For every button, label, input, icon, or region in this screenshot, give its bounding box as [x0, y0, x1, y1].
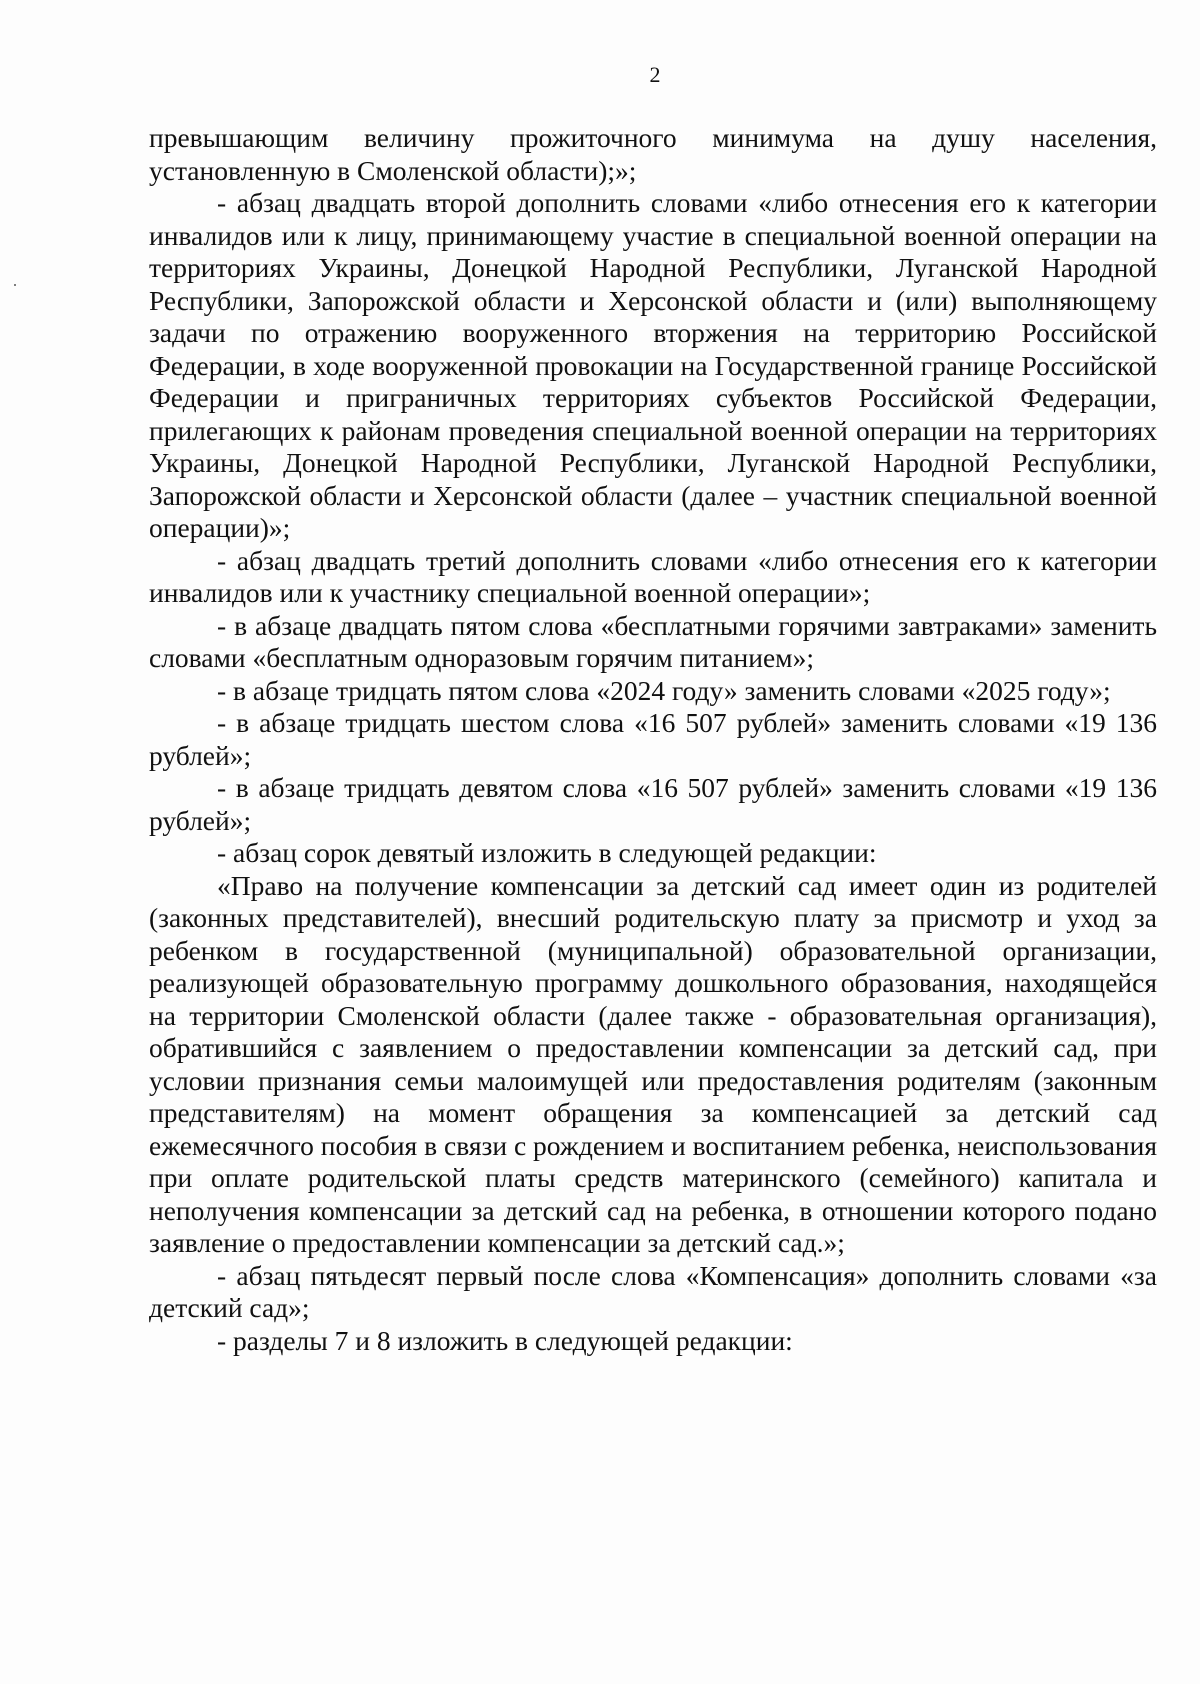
- page-number: 2: [649, 62, 661, 87]
- paragraph-quoted-text: «Право на получение компенсации за детский сад имеет один из родителей (законных представителей), внесший родительскую плату за присмотр и уход за ребенком в государственной (муниципальной) образовательной организации, реализующей образовательную программу дошкольного образования, находящейся на территории Смоленской области (далее также - образовательная организация), обратившийся с заявлением о предоставлении компенсации за детский сад, при условии признания семьи малоимущей или предоставления родителям (законным представителям) на момент обращения за компенсацией за детский сад ежемесячного пособия в связи с рождением и воспитанием ребенка, неиспользования при оплате родительской платы средств материнского (семейного) капитала и неполучения компенсации за детский сад на ребенка, в отношении которого подано заявление о предоставлении компенсации за детский сад.»;: [149, 869, 1157, 1258]
- paragraph-continuation: превышающим величину прожиточного минимума на душу населения, установленную в Смоленской области);»;: [149, 122, 1157, 186]
- paragraph-amendment-36: - в абзаце тридцать шестом слова «16 507 рублей» заменить словами «19 136 рублей»;: [149, 707, 1157, 771]
- scan-speck: [14, 284, 16, 286]
- paragraph-amendment-25: - в абзаце двадцать пятом слова «бесплатными горячими завтраками» заменить словами «бесплатным одноразовым горячим питанием»;: [149, 609, 1157, 673]
- paragraph-amendment-49: - абзац сорок девятый изложить в следующей редакции:: [217, 837, 877, 868]
- paragraph-amendment-51: - абзац пятьдесят первый после слова «Компенсация» дополнить словами «за детский сад»;: [149, 1259, 1157, 1323]
- paragraph-amendment-35: - в абзаце тридцать пятом слова «2024 году» заменить словами «2025 году»;: [217, 674, 1111, 706]
- paragraph-amendment-39: - в абзаце тридцать девятом слова «16 507 рублей» заменить словами «19 136 рублей»;: [149, 772, 1157, 836]
- paragraph-amendment-22: - абзац двадцать второй дополнить словами «либо отнесения его к категории инвалидов или к лицу, принимающему участие в специальной военной операции на территориях Украины, Донецкой Народной Республики, Луганской Народной Республики, Запорожской области и Херсонской области и (или) выполняющему задачи по отражению вооруженного вторжения на территорию Российской Федерации, в ходе вооруженной провокации на Государственной границе Российской Федерации и приграничных территориях субъектов Российской Федерации, прилегающих к районам проведения специальной военной операции на территориях Украины, Донецкой Народной Республики, Луганской Народной Республики, Запорожской области и Херсонской области (далее – участник специальной военной операции)»;: [149, 187, 1157, 543]
- paragraph-amendment-23: - абзац двадцать третий дополнить словами «либо отнесения его к категории инвалидов или к участнику специальной военной операции»;: [149, 544, 1157, 608]
- paragraph-sections-7-8: - разделы 7 и 8 изложить в следующей редакции:: [217, 1324, 793, 1356]
- document-body: [149, 122, 1157, 1357]
